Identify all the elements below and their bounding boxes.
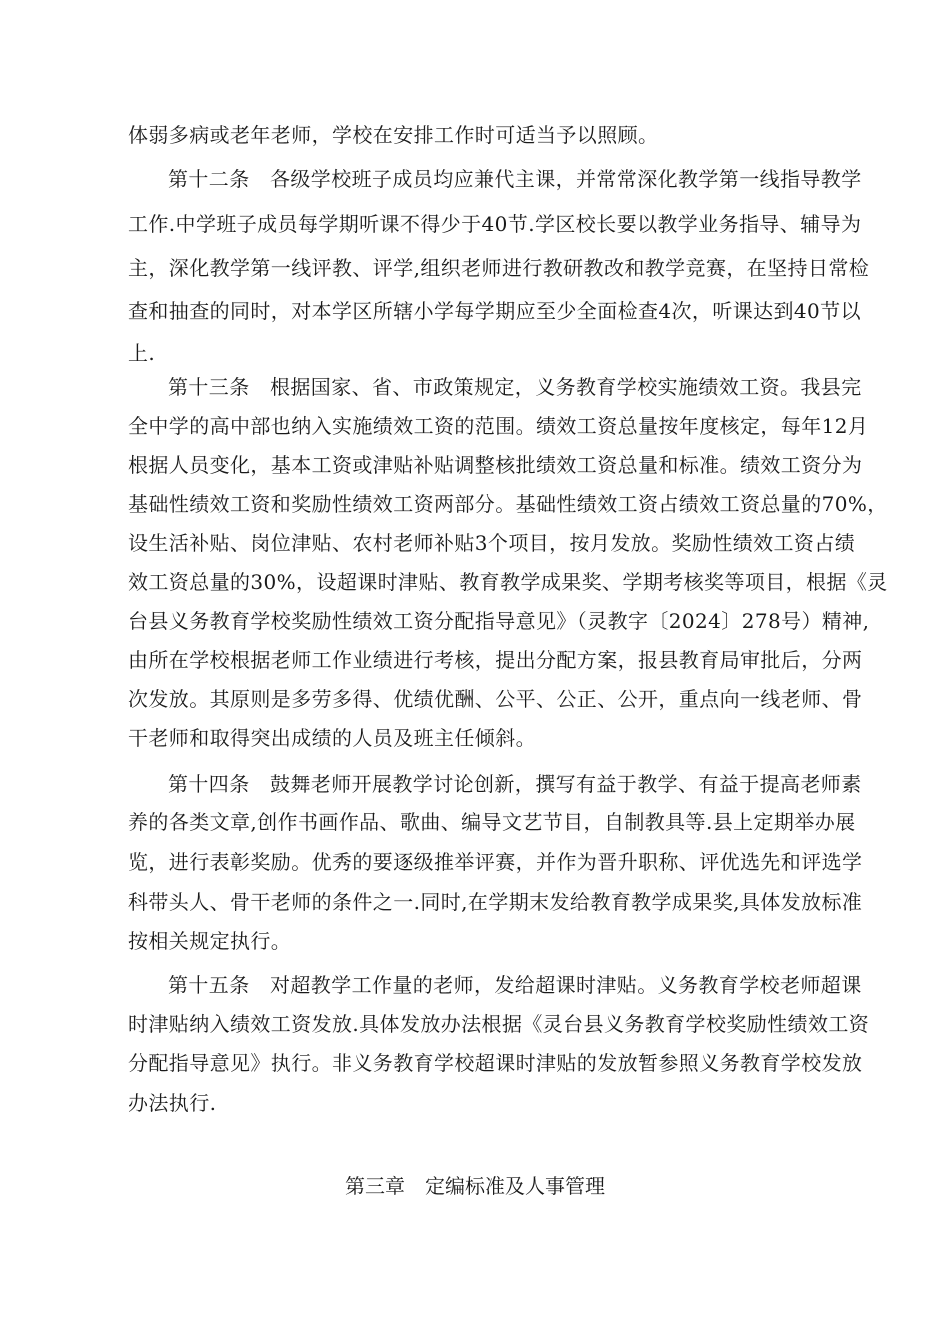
- text-line: 查和抽查的同时，对本学区所辖小学每学期应至少全面检查4次，听课达到40节以: [128, 299, 861, 323]
- text-line: 效工资总量的30%，设超课时津贴、教育教学成果奖、学期考核奖等项目，根据《灵: [128, 570, 888, 594]
- text-line: 全中学的高中部也纳入实施绩效工资的范围。绩效工资总量按年度核定，每年12月: [128, 414, 869, 438]
- text-line: 根据人员变化，基本工资或津贴补贴调整核批绩效工资总量和标准。绩效工资分为: [128, 453, 863, 477]
- text-line: 时津贴纳入绩效工资发放.具体发放办法根据《灵台县义务教育学校奖励性绩效工资: [128, 1012, 870, 1036]
- article-14-first-line: 第十四条 鼓舞老师开展教学讨论创新，撰写有益于教学、有益于提高老师素: [168, 772, 862, 796]
- article-13-first-line: 第十三条 根据国家、省、市政策规定，义务教育学校实施绩效工资。我县完: [168, 375, 862, 399]
- text-line: 按相关规定执行。: [128, 929, 292, 953]
- text-line: 养的各类文章,创作书画作品、歌曲、编导文艺节目，自制教具等.县上定期举办展: [128, 810, 856, 834]
- text-line: 由所在学校根据老师工作业绩进行考核，提出分配方案，报县教育局审批后，分两: [128, 648, 863, 672]
- article-12-first-line: 第十二条 各级学校班子成员均应兼代主课，并常常深化教学第一线指导教学: [168, 167, 862, 191]
- text-line: 主，深化教学第一线评教、评学,组织老师进行教研教改和教学竞赛，在坚持日常检: [128, 256, 870, 280]
- text-line: 分配指导意见》执行。非义务教育学校超课时津贴的发放暂参照义务教育学校发放: [128, 1051, 863, 1075]
- chapter-heading: 第三章 定编标准及人事管理: [345, 1174, 605, 1198]
- text-line: 办法执行.: [128, 1091, 217, 1115]
- text-line: 体弱多病或老年老师，学校在安排工作时可适当予以照顾。: [128, 123, 659, 147]
- text-line: 台县义务教育学校奖励性绩效工资分配指导意见》（灵教字〔2024〕278号）精神,: [128, 609, 870, 633]
- text-line: 次发放。其原则是多劳多得、优绩优酬、公平、公正、公开，重点向一线老师、骨: [128, 687, 863, 711]
- article-15-first-line: 第十五条 对超教学工作量的老师，发给超课时津贴。义务教育学校老师超课: [168, 973, 862, 997]
- text-line: 览，进行表彰奖励。优秀的要逐级推举评赛，并作为晋升职称、评优选先和评选学: [128, 850, 863, 874]
- text-line: 干老师和取得突出成绩的人员及班主任倾斜。: [128, 726, 536, 750]
- text-line: 基础性绩效工资和奖励性绩效工资两部分。基础性绩效工资占绩效工资总量的70%，: [128, 492, 888, 516]
- text-line: 上.: [128, 341, 156, 365]
- text-line: 设生活补贴、岗位津贴、农村老师补贴3个项目，按月发放。奖励性绩效工资占绩: [128, 531, 856, 555]
- text-line: 科带头人、骨干老师的条件之一.同时,在学期末发给教育教学成果奖,具体发放标准: [128, 890, 863, 914]
- text-line: 工作.中学班子成员每学期听课不得少于40节.学区校长要以教学业务指导、辅导为: [128, 212, 862, 236]
